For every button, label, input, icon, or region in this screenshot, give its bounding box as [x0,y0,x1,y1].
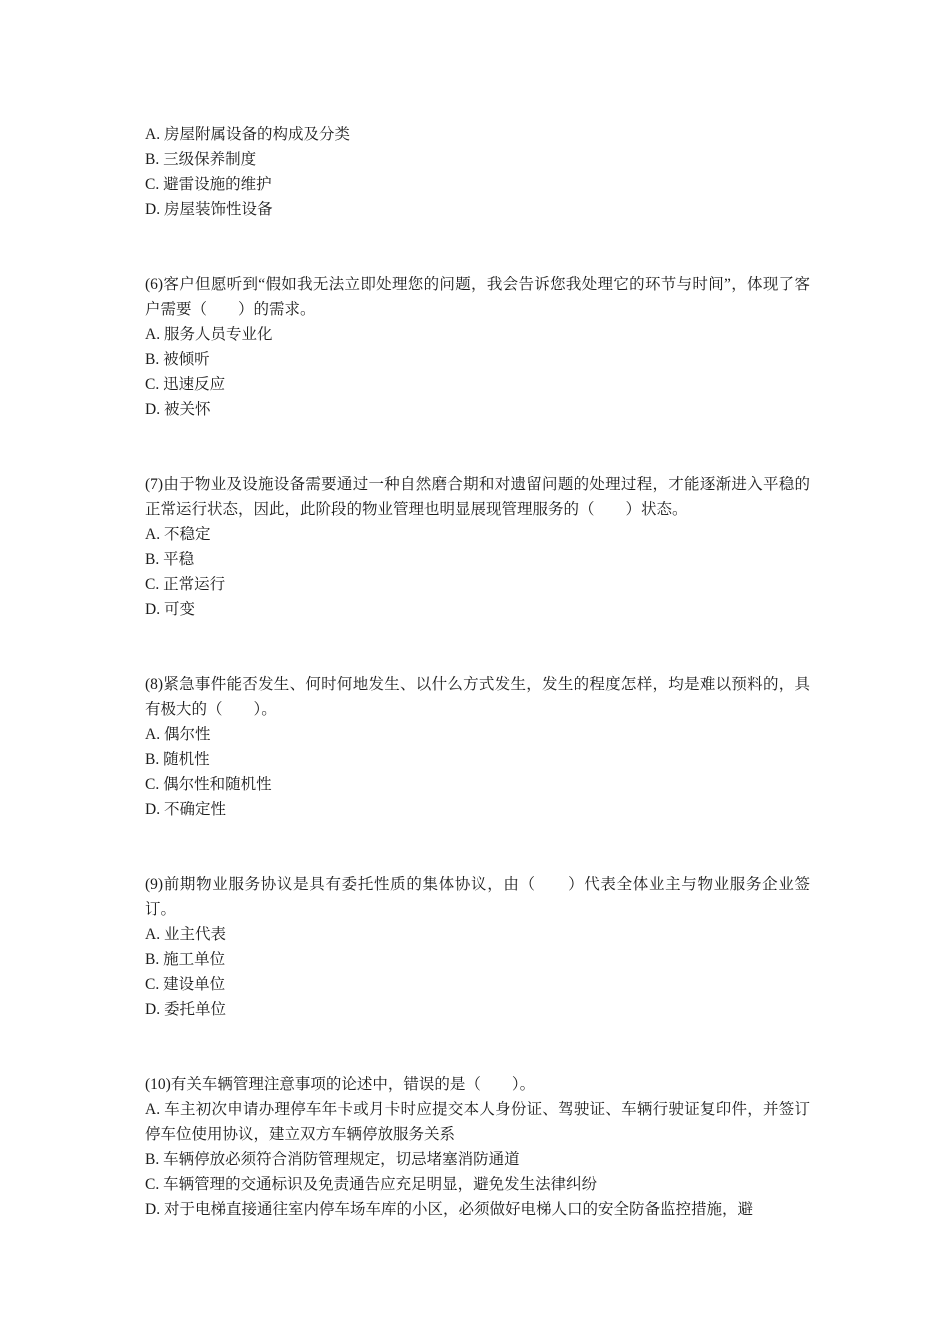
question-text: (9)前期物业服务协议是具有委托性质的集体协议，由（ ）代表全体业主与物业服务企业签订。 [145,876,810,918]
question-text: (10)有关车辆管理注意事项的论述中，错误的是（ ）。 [145,1076,536,1093]
option-a: A. 房屋附属设备的构成及分类 [145,126,350,143]
spacer [145,1022,810,1072]
option-d: D. 被关怀 [145,401,211,418]
option-c: C. 正常运行 [145,576,226,593]
document-page [145,122,810,1222]
option-b: B. 被倾听 [145,351,210,368]
question-8 [145,672,810,822]
option-b: B. 平稳 [145,551,195,568]
spacer [145,222,810,272]
option-c: C. 偶尔性和随机性 [145,776,272,793]
option-d: D. 房屋装饰性设备 [145,201,273,218]
question-text: (6)客户但愿听到“假如我无法立即处理您的问题，我会告诉您我处理它的环节与时间”，体现了客户需要（ ）的需求。 [145,276,810,318]
option-a: A. 不稳定 [145,526,211,543]
option-d: D. 委托单位 [145,1001,226,1018]
option-b: B. 车辆停放必须符合消防管理规定，切忌堵塞消防通道 [145,1151,520,1168]
option-a: A. 业主代表 [145,926,226,943]
option-d: D. 对于电梯直接通往室内停车场车库的小区，必须做好电梯人口的安全防备监控措施，避 [145,1201,753,1218]
question-text: (8)紧急事件能否发生、何时何地发生、以什么方式发生，发生的程度怎样，均是难以预料的，具有极大的（ ）。 [145,676,810,718]
question-5-options [145,122,810,222]
spacer [145,622,810,672]
question-7 [145,472,810,622]
option-a: A. 车主初次申请办理停车年卡或月卡时应提交本人身份证、驾驶证、车辆行驶证复印件，并签订停车位使用协议，建立双方车辆停放服务关系 [145,1101,810,1143]
option-c: C. 迅速反应 [145,376,226,393]
question-9 [145,872,810,1022]
option-b: B. 随机性 [145,751,210,768]
option-c: C. 避雷设施的维护 [145,176,272,193]
option-b: B. 三级保养制度 [145,151,257,168]
option-c: C. 建设单位 [145,976,226,993]
option-d: D. 不确定性 [145,801,226,818]
option-d: D. 可变 [145,601,195,618]
question-10 [145,1072,810,1222]
option-a: A. 服务人员专业化 [145,326,273,343]
spacer [145,422,810,472]
option-c: C. 车辆管理的交通标识及免责通告应充足明显，避免发生法律纠纷 [145,1176,598,1193]
spacer [145,822,810,872]
option-a: A. 偶尔性 [145,726,211,743]
question-text: (7)由于物业及设施设备需要通过一种自然磨合期和对遗留问题的处理过程，才能逐渐进入平稳的正常运行状态，因此，此阶段的物业管理也明显展现管理服务的（ ）状态。 [145,476,810,518]
question-6 [145,272,810,422]
option-b: B. 施工单位 [145,951,226,968]
